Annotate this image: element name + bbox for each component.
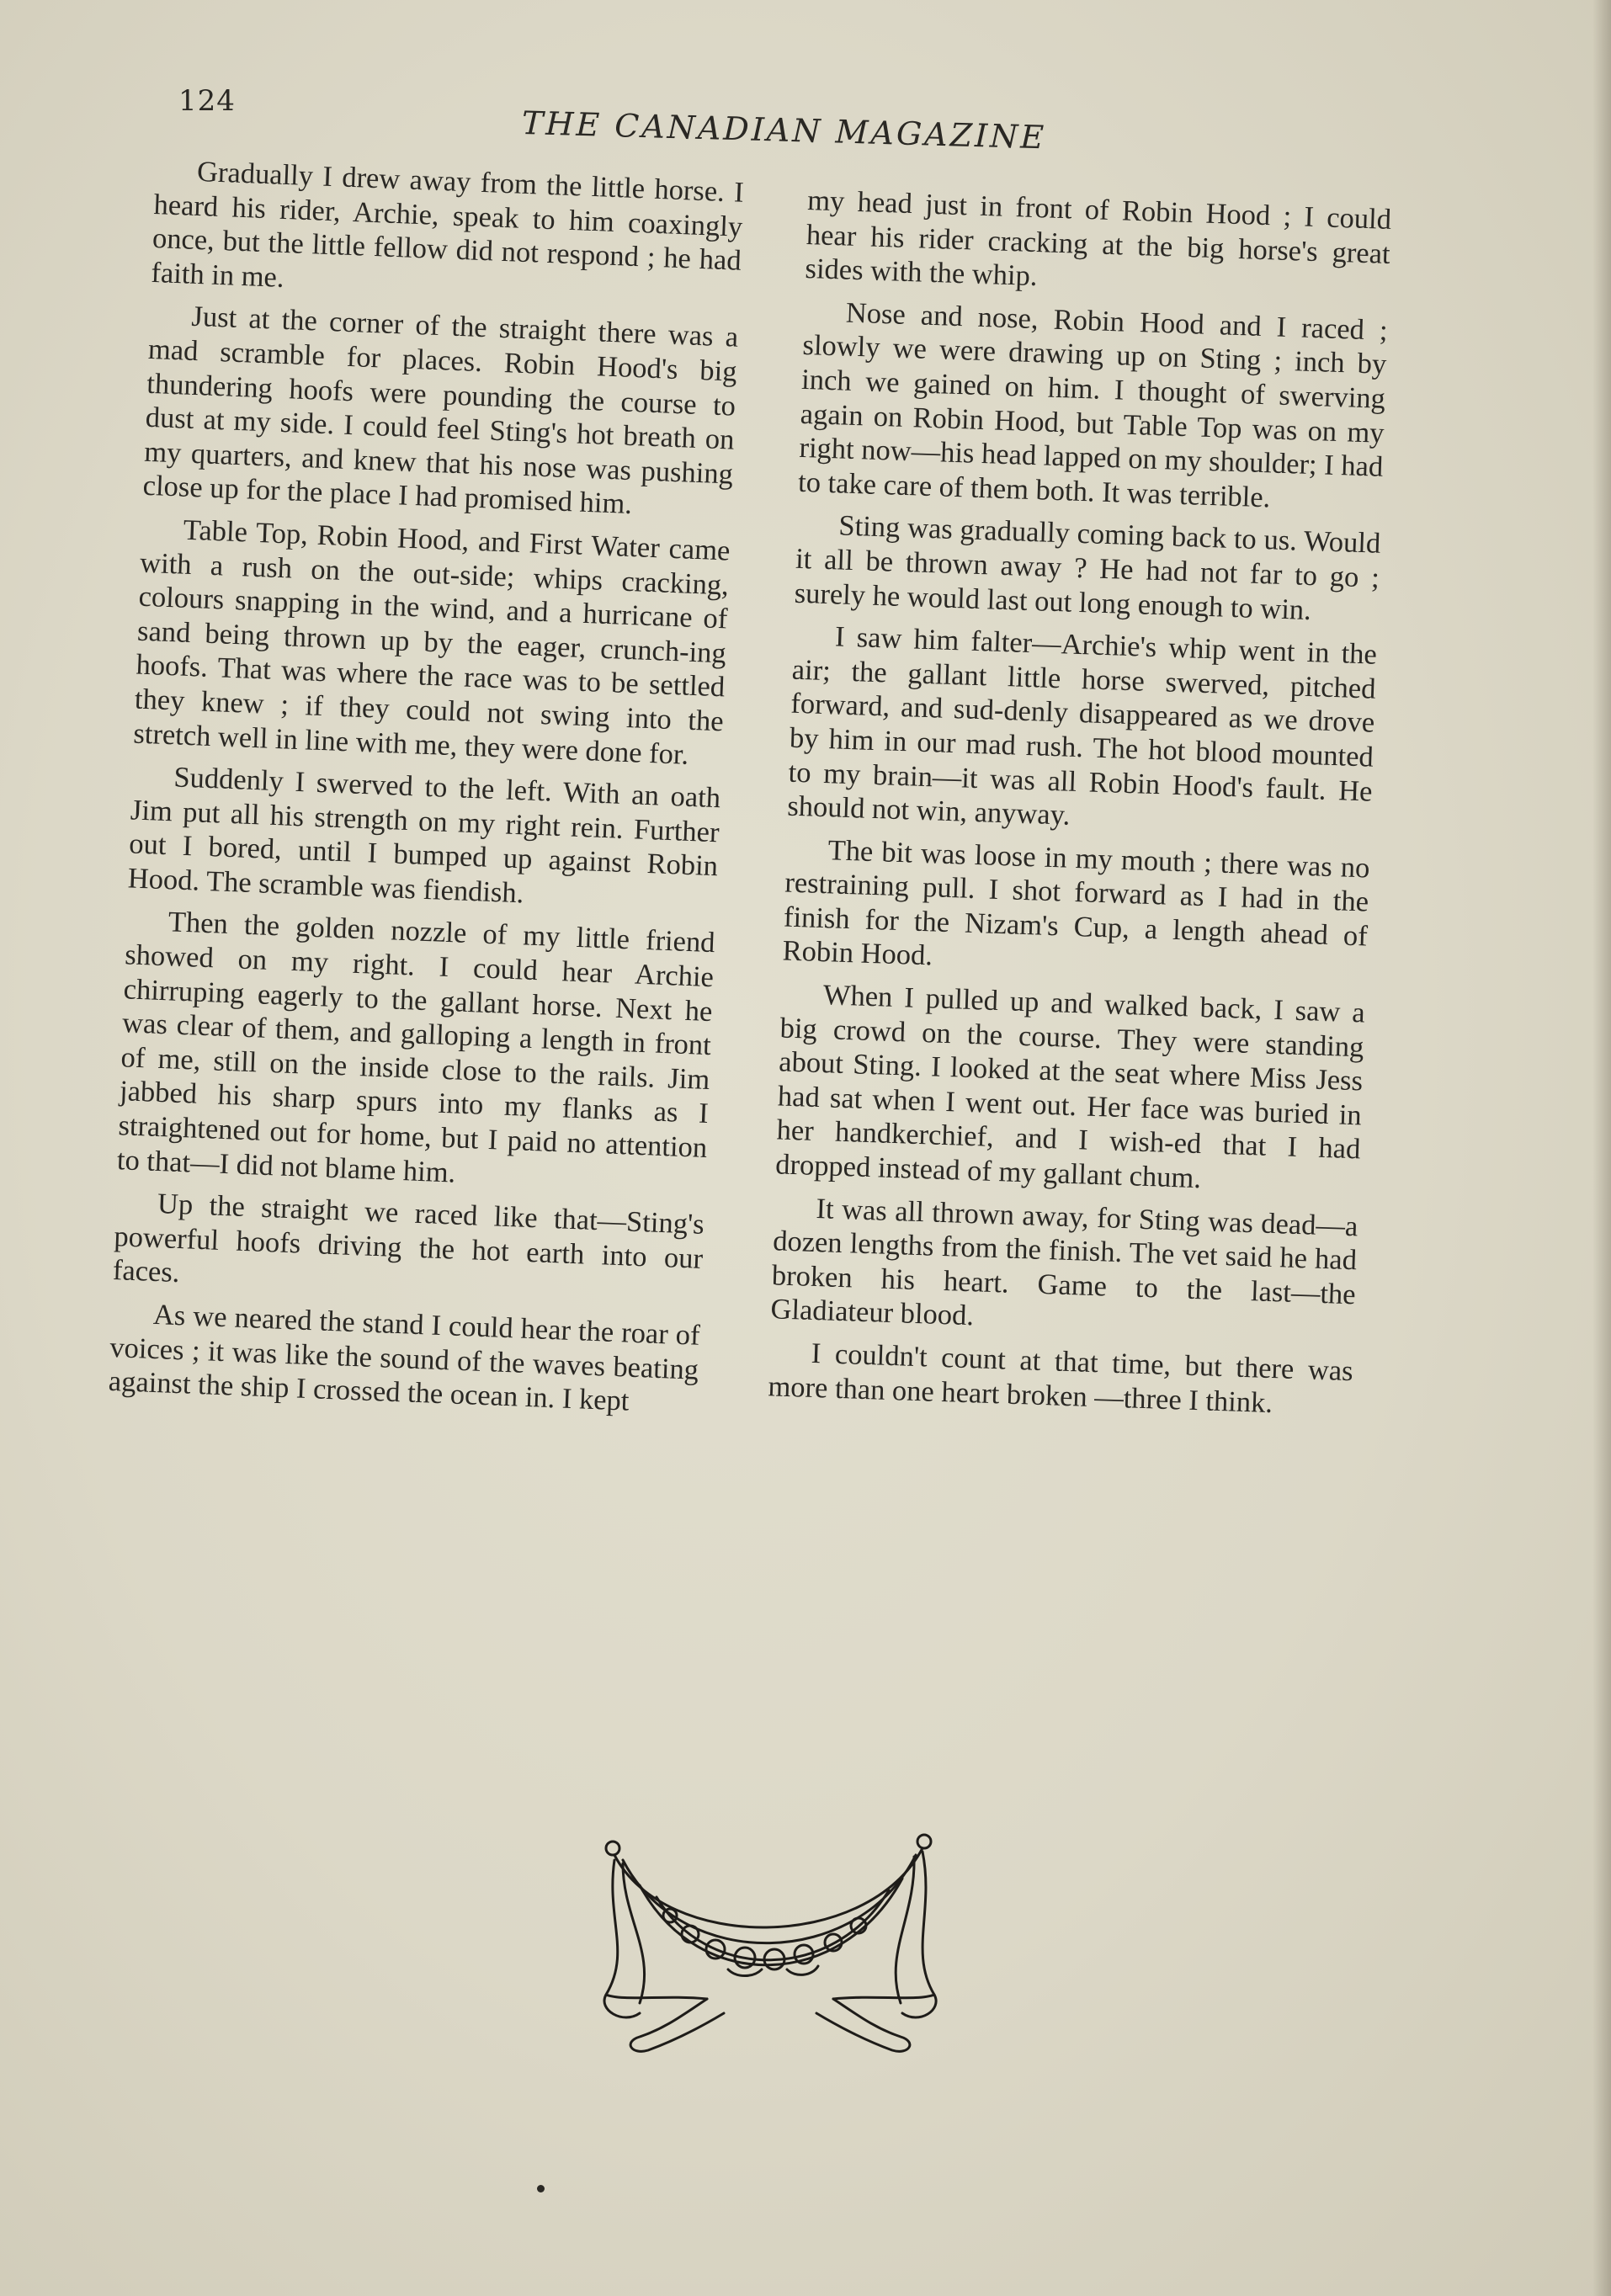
paragraph: The bit was loose in my mouth ; there was no restraining pull. I shot forward as I had in the finish for the Nizam's Cup, a length ahead of Robin Hood. (782, 833, 1371, 972)
paragraph: Nose and nose, Robin Hood and I raced ; slowly we were drawing up on Sting ; inch by inch we gained on him. I thought of swerving again on Robin Hood, but Table Top was on my right now—his head lapped on my shoulder; I had to take care of them both. It was terrible. (797, 296, 1389, 514)
paragraph: Suddenly I swerved to the left. With an oath Jim put all his strength on my right rein. Further out I bored, until I bumped up against Robin Hood. The scramble was fiendish. (127, 761, 721, 910)
ink-speck (537, 2185, 545, 2192)
paragraph: As we neared the stand I could hear the roar of voices ; it was like the sound of the waves beating against the ship I crossed the ocean in. I kept (108, 1298, 701, 1417)
paragraph: When I pulled up and walked back, I saw a big crowd on the course. They were standing about Sting. I looked at the seat where Miss Jess had sat when I went out. Her face was buried in her handkerchief, and I wish-ed that I had dropped instead of my gallant chum. (774, 979, 1366, 1195)
right-text-column (768, 183, 1392, 1431)
paragraph: Up the straight we raced like that—Sting's powerful hoofs driving the hot earth into our faces. (112, 1188, 705, 1289)
paragraph: Table Top, Robin Hood, and First Water came with a rush on the out-side; whips cracking, colours snapping in the wind, and a hurricane of sand being thrown up by the eager, crunch-ing hoofs. That was where the race was to be settled they knew ; if they could not swing into the stretch well in line with me, they were done for. (132, 513, 731, 771)
left-text-column (108, 153, 745, 1430)
paragraph: Sting was gradually coming back to us. Would it all be thrown away ? He had not far to go ; surely he would last out long enough to win. (794, 509, 1381, 626)
page-number: 124 (178, 84, 236, 118)
paragraph: Just at the corner of the straight there was a mad scramble for places. Robin Hood's big thundering hoofs were pounding the course to dust at my side. I could feel Sting's hot breath on my quarters, and knew that his nose was pushing close up for the place I had promised him. (142, 300, 739, 521)
paragraph: I saw him falter—Archie's whip went in the air; the gallant little horse swerved, pitched forward, and sud-denly disappeared as we drove by him in our mad rush. The hot blood mounted to my brain—it was all Robin Hood's fault. He should not win, anyway. (786, 620, 1378, 832)
paragraph: Then the golden nozzle of my little friend showed on my right. I could hear Archie chirruping eagerly to the gallant horse. Next he was clear of them, and galloping a length in front of me, still on the inside close to the rails. Jim jabbed his sharp spurs into my flanks as I straightened out for home, but I paid no attention to that—I did not blame him. (116, 906, 716, 1189)
paragraph: Gradually I drew away from the little horse. I heard his rider, Archie, speak to him coaxingly once, but the little fellow did not respond ; he had faith in me. (150, 155, 745, 294)
paragraph: It was all thrown away, for Sting was dead—a dozen lengths from the finish. The vet said he had broken his heart. Game to the last—the Gladiateur blood. (769, 1192, 1358, 1332)
page-edge-shadow (1592, 0, 1611, 2296)
floral-garland-with-ribbons-icon (589, 1826, 951, 2062)
running-title: THE CANADIAN MAGAZINE (521, 104, 1047, 157)
paragraph: my head just in front of Robin Hood ; I could hear his rider cracking at the big horse's great sides with the whip. (805, 183, 1392, 293)
paragraph: I couldn't count at that time, but there was more than one heart broken —three I think. (767, 1337, 1354, 1419)
